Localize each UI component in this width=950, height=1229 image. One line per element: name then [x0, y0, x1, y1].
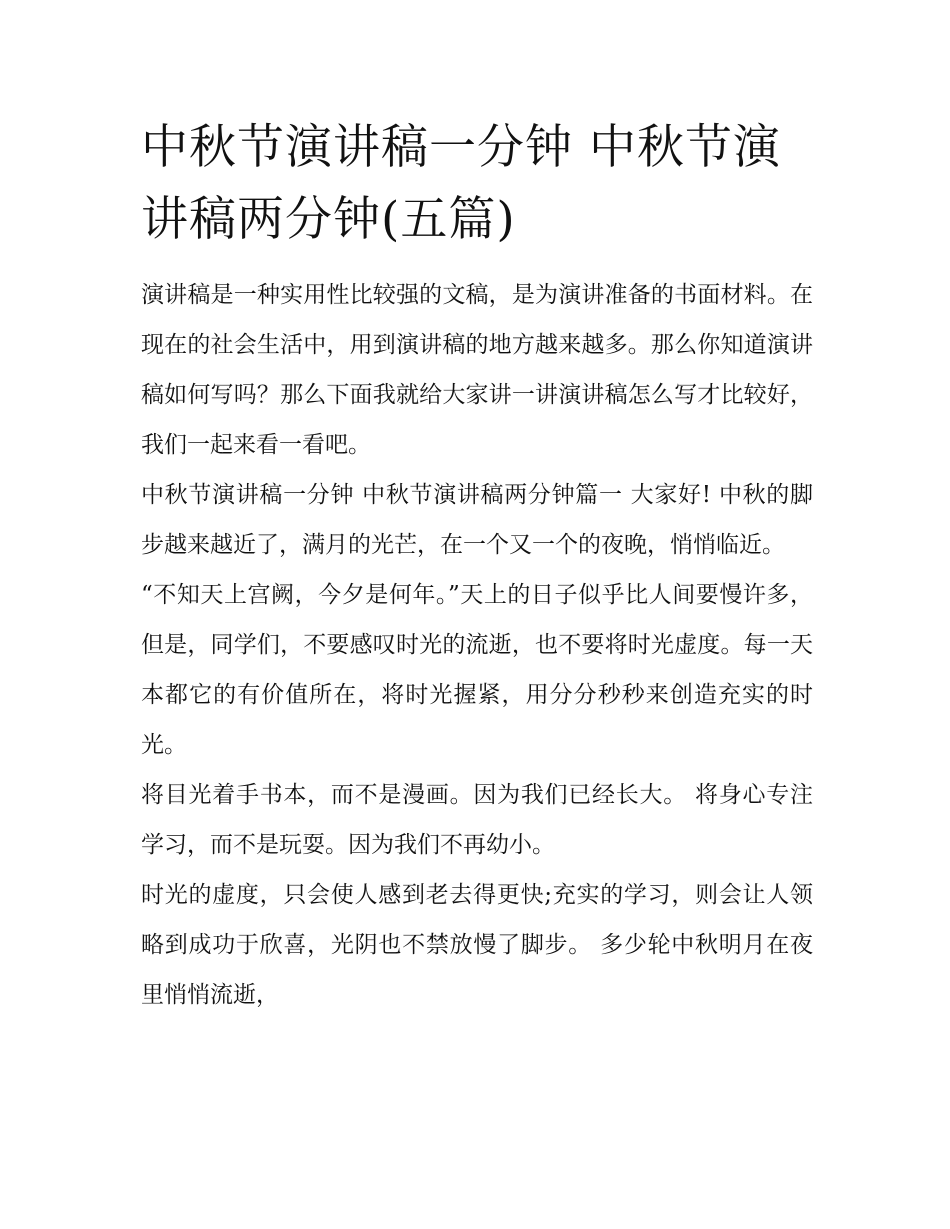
document-content: [141, 112, 813, 1020]
paragraph-intro: 演讲稿是一种实用性比较强的文稿，是为演讲准备的书面材料。在现在的社会生活中，用到演讲稿的地方越来越多。那么你知道演讲稿如何写吗？那么下面我就给大家讲一讲演讲稿怎么写才比较好，我们一起来看一看吧。: [141, 282, 813, 458]
paragraph-quote: “不知天上宫阙，今夕是何年。”天上的日子似乎比人间要慢许多，但是，同学们，不要感叹时光的流逝，也不要将时光虚度。每一天本都它的有价值所在，将时光握紧，用分分秒秒来创造充实的时光。: [141, 582, 813, 758]
paragraph-time: 时光的虚度，只会使人感到老去得更快;充实的学习，则会让人领略到成功于欣喜，光阴也不禁放慢了脚步。 多少轮中秋明月在夜里悄悄流逝，: [141, 882, 813, 1008]
document-title: 中秋节演讲稿一分钟 中秋节演讲稿两分钟(五篇): [141, 120, 781, 247]
paragraph-books: 将目光着手书本，而不是漫画。因为我们已经长大。 将身心专注学习，而不是玩耍。因为我们不再幼小。: [141, 782, 813, 858]
paragraph-speech-opening: 中秋节演讲稿一分钟 中秋节演讲稿两分钟篇一 大家好! 中秋的脚步越来越近了，满月的光芒，在一个又一个的夜晚，悄悄临近。: [141, 482, 813, 558]
